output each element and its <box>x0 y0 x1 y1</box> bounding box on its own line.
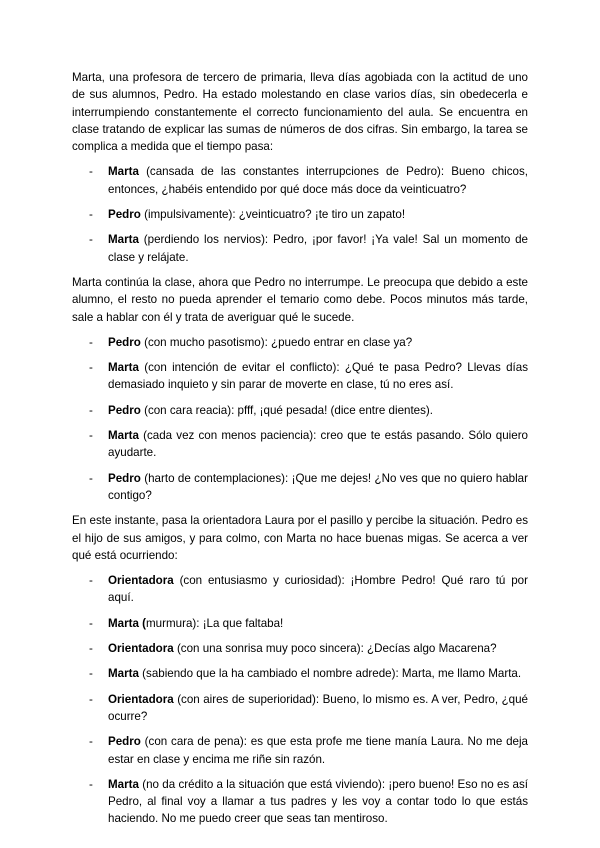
dialogue-text: (impulsivamente): ¿veinticuatro? ¡te tiro un zapato! <box>140 208 406 222</box>
dialogue-line <box>72 359 528 394</box>
dash-bullet: - <box>89 165 93 179</box>
dash-bullet: - <box>89 777 93 791</box>
speaker-name: Marta <box>108 667 139 681</box>
document-page <box>72 69 528 836</box>
dialogue-line <box>72 776 528 828</box>
speaker-name: Marta ( <box>108 616 147 630</box>
dash-bullet: - <box>89 735 93 749</box>
dialogue-text: (con aires de superioridad): Bueno, lo mismo es. A ver, Pedro, ¿qué ocurre? <box>108 692 528 723</box>
dialogue-line <box>72 334 528 351</box>
dialogue-line <box>72 691 528 726</box>
speaker-name: Marta <box>108 233 139 247</box>
dash-bullet: - <box>89 233 93 247</box>
dialogue-list <box>72 572 528 828</box>
narrative-paragraph: En este instante, pasa la orientadora Laura por el pasillo y percibe la situación. Pedro es el hijo de sus amigos, y para colmo, con Marta no hace buenas migas. Se acerca a ver qué está ocurriendo: <box>72 514 528 562</box>
dialogue-line <box>72 470 528 505</box>
dash-bullet: - <box>89 361 93 375</box>
dialogue-text: (con entusiasmo y curiosidad): ¡Hombre Pedro! Qué raro tú por aquí. <box>108 574 528 605</box>
dialogue-line <box>72 427 528 462</box>
dash-bullet: - <box>89 574 93 588</box>
narrative-paragraph: Marta continúa la clase, ahora que Pedro no interrumpe. Le preocupa que debido a este alumno, el resto no pueda aprender el temario como debe. Pocos minutos más tarde, sale a hablar con él y trata de averiguar qué le sucede. <box>72 275 528 324</box>
speaker-name: Orientadora <box>108 692 174 706</box>
dialogue-line <box>72 206 528 223</box>
speaker-name: Marta <box>108 429 139 443</box>
speaker-name: Pedro <box>108 208 141 222</box>
dash-bullet: - <box>89 208 93 222</box>
speaker-name: Pedro <box>108 335 141 349</box>
dialogue-line <box>72 640 528 657</box>
narrative-paragraph: Marta, una profesora de tercero de primaria, lleva días agobiada con la actitud de uno de sus alumnos, Pedro. Ha estado molestando en clase varios días, sin obedecerla e interrumpiendo constantemente el correcto funcionamiento del aula. Se encuentra en clase tratando de explicar las sumas de números de dos cifras. Sin embargo, la tarea se complica a medida que el tiempo pasa: <box>72 71 528 154</box>
dialogue-text: (sabiendo que la ha cambiado el nombre adrede): Marta, me llamo Marta. <box>138 667 522 681</box>
speaker-name: Marta <box>108 361 139 375</box>
dash-bullet: - <box>89 616 93 630</box>
dash-bullet: - <box>89 471 93 485</box>
dash-bullet: - <box>89 335 93 349</box>
dialogue-line <box>72 615 528 632</box>
speaker-name: Orientadora <box>108 574 174 588</box>
dialogue-text: (con una sonrisa muy poco sincera): ¿Decías algo Macarena? <box>173 642 497 656</box>
dialogue-text: (con intención de evitar el conflicto): ¿Qué te pasa Pedro? Llevas días demasiado inquieto y sin parar de moverte en clase, tú no eres así. <box>108 361 528 392</box>
dash-bullet: - <box>89 642 93 656</box>
dialogue-line <box>72 402 528 419</box>
speaker-name: Marta <box>108 165 139 179</box>
dash-bullet: - <box>89 692 93 706</box>
dash-bullet: - <box>89 429 93 443</box>
speaker-name: Pedro <box>108 735 141 749</box>
dialogue-text: (con mucho pasotismo): ¿puedo entrar en clase ya? <box>140 335 413 349</box>
dialogue-text: (no da crédito a la situación que está viviendo): ¡pero bueno! Eso no es así Pedro, al final voy a llamar a tus padres y les voy a contar todo lo que estás haciendo. No me puedo creer que seas tan mentiroso. <box>108 777 528 826</box>
dialogue-list <box>72 334 528 504</box>
dialogue-text: (con cara reacia): pfff, ¡qué pesada! (dice entre dientes). <box>140 403 434 417</box>
dialogue-line <box>72 572 528 607</box>
dialogue-line <box>72 665 528 682</box>
dialogue-line <box>72 163 528 198</box>
dialogue-text: murmura): ¡La que faltaba! <box>146 616 284 630</box>
speaker-name: Pedro <box>108 471 141 485</box>
dialogue-text: (con cara de pena): es que esta profe me tiene manía Laura. No me deja estar en clase y encima me riñe sin razón. <box>108 735 528 766</box>
dash-bullet: - <box>89 667 93 681</box>
dialogue-line <box>72 733 528 768</box>
speaker-name: Pedro <box>108 403 141 417</box>
dialogue-text: (harto de contemplaciones): ¡Que me dejes! ¿No ves que no quiero hablar contigo? <box>108 471 528 502</box>
speaker-name: Orientadora <box>108 642 174 656</box>
dialogue-line <box>72 231 528 266</box>
dialogue-list <box>72 163 528 265</box>
dialogue-text: (cansada de las constantes interrupciones de Pedro): Bueno chicos, entonces, ¿habéis entendido por qué doce más doce da veinticuatro? <box>108 165 528 196</box>
speaker-name: Marta <box>108 777 139 791</box>
dash-bullet: - <box>89 403 93 417</box>
dialogue-text: (perdiendo los nervios): Pedro, ¡por favor! ¡Ya vale! Sal un momento de clase y relájate. <box>108 233 528 264</box>
dialogue-text: (cada vez con menos paciencia): creo que te estás pasando. Sólo quiero ayudarte. <box>108 429 528 460</box>
